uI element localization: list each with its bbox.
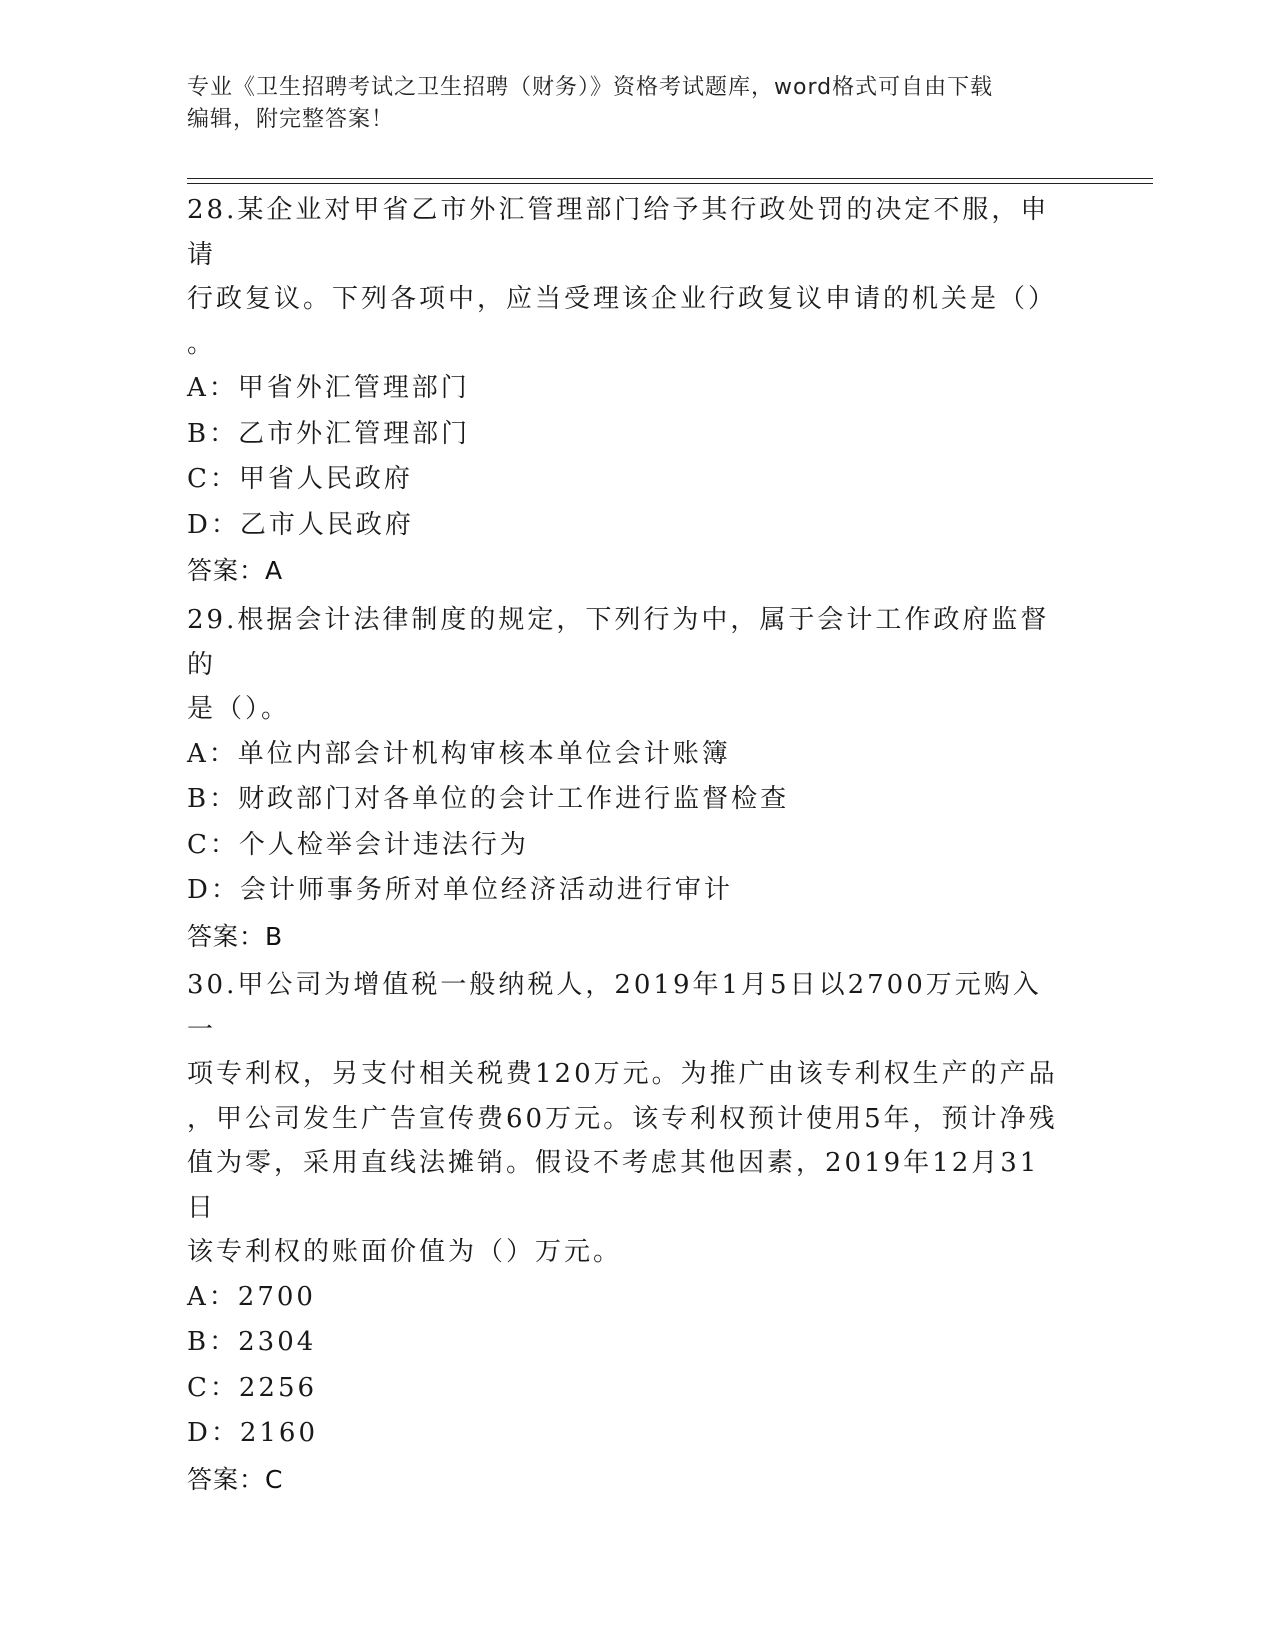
- option-c: C：2256: [187, 1372, 318, 1403]
- option-b: B：乙市外汇管理部门: [187, 418, 471, 449]
- header-divider-top: [187, 178, 1153, 179]
- question-stem-line: 值为零，采用直线法摊销。假设不考虑其他因素，2019年12月31日: [187, 1148, 1040, 1223]
- question-stem-line: 30.甲公司为增值税一般纳税人，2019年1月5日以2700万元购入一: [187, 970, 1042, 1045]
- document-header: [187, 72, 1067, 136]
- option-d: D：乙市人民政府: [187, 509, 414, 540]
- question-stem-line: 28.某企业对甲省乙市外汇管理部门给予其行政处罚的决定不服，申请: [187, 195, 1050, 270]
- option-d: D：2160: [187, 1418, 319, 1448]
- question-stem-line: 29.根据会计法律制度的规定，下列行为中，属于会计工作政府监督的: [187, 605, 1050, 680]
- option-c: C：个人检举会计违法行为: [187, 829, 529, 860]
- question-stem-line: 该专利权的账面价值为（）万元。: [187, 1237, 623, 1267]
- option-a: A：2700: [187, 1281, 316, 1312]
- option-b: B：财政部门对各单位的会计工作进行监督检查: [187, 784, 790, 814]
- answer: 答案：B: [187, 921, 284, 951]
- question-stem-line: 。: [187, 328, 217, 359]
- answer: 答案：A: [187, 556, 284, 585]
- question-stem-line: 是（）。: [187, 694, 291, 724]
- header-line-2: 编辑，附完整答案！: [187, 107, 395, 132]
- option-a: A：甲省外汇管理部门: [187, 373, 470, 403]
- question-30: [187, 963, 1067, 1502]
- answer: 答案：C: [187, 1464, 284, 1494]
- question-28: [187, 188, 1067, 593]
- header-divider-bottom: [187, 183, 1153, 184]
- option-b: B：2304: [187, 1327, 317, 1357]
- option-c: C：甲省人民政府: [187, 464, 413, 494]
- header-line-1: 专业《卫生招聘考试之卫生招聘（财务）》资格考试题库，word格式可自由下载: [187, 75, 994, 100]
- option-d: D：会计师事务所对单位经济活动进行审计: [187, 875, 733, 905]
- question-stem-line: ，甲公司发生广告宣传费60万元。该专利权预计使用5年，预计净残: [187, 1103, 1058, 1134]
- question-stem-line: 项专利权，另支付相关税费120万元。为推广由该专利权生产的产品: [187, 1059, 1058, 1089]
- question-stem-line: 行政复议。下列各项中，应当受理该企业行政复议申请的机关是（）: [187, 284, 1058, 314]
- question-29: [187, 598, 1067, 959]
- option-a: A：单位内部会计机构审核本单位会计账簿: [187, 738, 731, 769]
